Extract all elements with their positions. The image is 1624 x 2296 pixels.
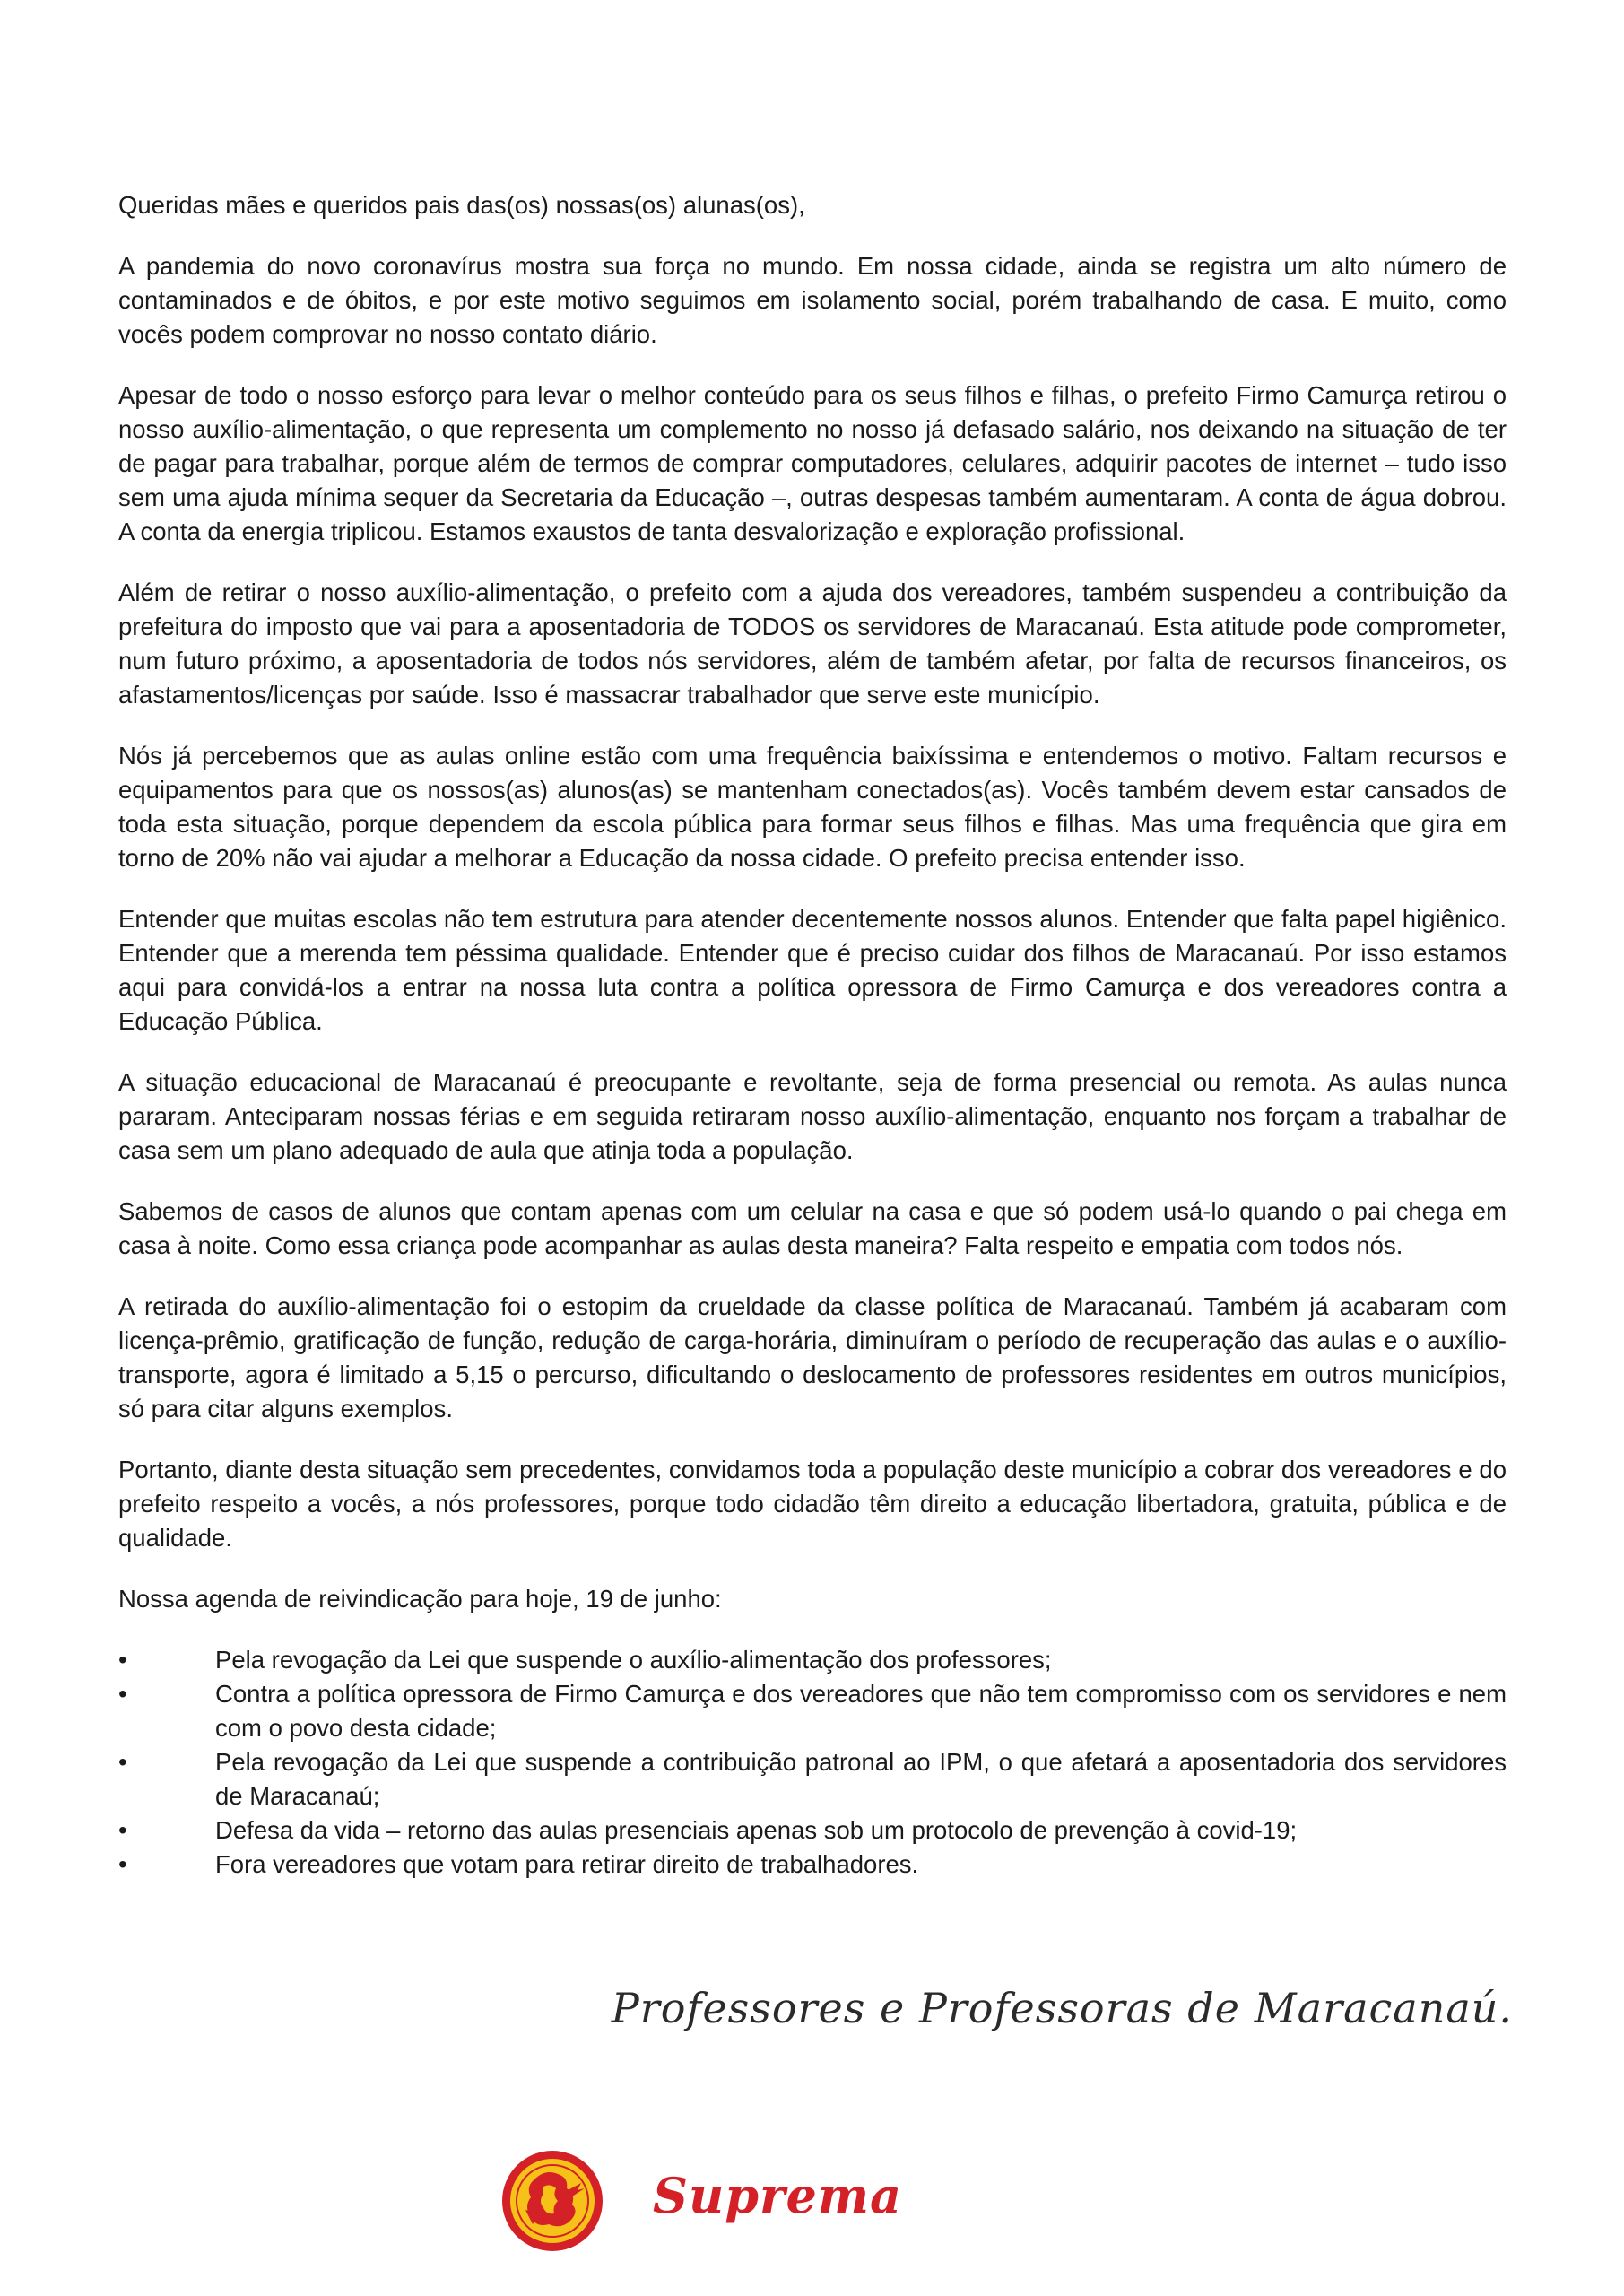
bullet-marker: • [118,1680,127,1708]
paragraph: Portanto, diante desta situação sem precedentes, convidamos toda a população deste município a cobrar dos vereadores e do prefeito respeito a vocês, a nós professores, porque todo cidadão têm direito a educação libertadora, gratuita, pública e de qualidade. [118,1456,1507,1552]
bullet-marker: • [118,1816,127,1844]
paragraph: A pandemia do novo coronavírus mostra sua força no mundo. Em nossa cidade, ainda se registra um alto número de contaminados e de óbitos, e por este motivo seguimos em isolamento social, porém trabalhando de casa. E muito, como vocês podem comprovar no nosso contato diário. [118,252,1507,348]
list-item-text: Pela revogação da Lei que suspende a contribuição patronal ao IPM, o que afetará a aposentadoria dos servidores de Maracanaú; [215,1748,1507,1810]
paragraph: Apesar de todo o nosso esforço para levar o melhor conteúdo para os seus filhos e filhas, o prefeito Firmo Camurça retirou o nosso auxílio-alimentação, o que representa um complemento no nosso já defasado salário, nos deixando na situação de ter de pagar para trabalhar, porque além de termos de comprar computadores, celulares, adquirir pacotes de internet – tudo isso sem uma ajuda mínima sequer da Secretaria da Educação –, outras despesas também aumentaram. A conta de água dobrou. A conta da energia triplicou. Estamos exaustos de tanta desvalorização e exploração profissional. [118,381,1507,545]
paragraph: Além de retirar o nosso auxílio-alimentação, o prefeito com a ajuda dos vereadores, também suspendeu a contribuição da prefeitura do imposto que vai para a aposentadoria de TODOS os servidores de Maracanaú. Esta atitude pode comprometer, num futuro próximo, a aposentadoria de todos nós servidores, além de também afetar, por falta de recursos financeiros, os afastamentos/licenças por saúde. Isso é massacrar trabalhador que serve este município. [118,578,1507,709]
paragraph: Entender que muitas escolas não tem estrutura para atender decentemente nossos alunos. Entender que falta papel higiênico. Entender que a merenda tem péssima qualidade. Entender que é preciso cuidar dos filhos de Maracanaú. Por isso estamos aqui para convidá-los a entrar na nossa luta contra a política opressora de Firmo Camurça e dos vereadores contra a Educação Pública. [118,905,1507,1035]
agenda-list [118,1643,1507,1882]
paragraph: Sabemos de casos de alunos que contam apenas com um celular na casa e que só podem usá-lo quando o pai chega em casa à noite. Como essa criança pode acompanhar as aulas desta maneira? Falta respeito e empatia com todos nós. [118,1197,1507,1259]
paragraph: A situação educacional de Maracanaú é preocupante e revoltante, seja de forma presencial ou remota. As aulas nunca pararam. Anteciparam nossas férias e em seguida retiraram nosso auxílio-alimentação, enquanto nos forçam a trabalhar de casa sem um plano adequado de aula que atinja toda a população. [118,1068,1507,1164]
list-item-text: Pela revogação da Lei que suspende o auxílio-alimentação dos professores; [215,1646,1052,1674]
bullet-marker: • [118,1850,127,1878]
list-item [118,1848,1507,1882]
agenda-intro: Nossa agenda de reivindicação para hoje, 19 de junho: [118,1585,722,1613]
signature: Professores e Professoras de Maracanaú. [611,1984,1513,2032]
salutation: Queridas mães e queridos pais das(os) nossas(os) alunas(os), [118,191,805,219]
bullet-marker: • [118,1748,127,1776]
suprema-logo-icon [499,2147,606,2255]
brand-footer [499,2147,902,2255]
letter-body [118,188,1507,1882]
list-item-text: Contra a política opressora de Firmo Camurça e dos vereadores que não tem compromisso com os servidores e nem com o povo desta cidade; [215,1680,1507,1742]
brand-name: Suprema [653,2167,902,2224]
bullet-marker: • [118,1646,127,1674]
list-item-text: Defesa da vida – retorno das aulas presenciais apenas sob um protocolo de prevenção à covid-19; [215,1816,1298,1844]
paragraph: A retirada do auxílio-alimentação foi o estopim da crueldade da classe política de Maracanaú. Também já acabaram com licença-prêmio, gratificação de função, redução de carga-horária, diminuíram o período de recuperação das aulas e o auxílio-transporte, agora é limitado a 5,15 o percurso, dificultando o deslocamento de professores residentes em outros municípios, só para citar alguns exemplos. [118,1292,1507,1422]
list-item [118,1813,1507,1848]
list-item [118,1677,1507,1745]
list-item [118,1745,1507,1813]
paragraph: Nós já percebemos que as aulas online estão com uma frequência baixíssima e entendemos o motivo. Faltam recursos e equipamentos para que os nossos(as) alunos(as) se mantenham conectados(as). Vocês também devem estar cansados de toda esta situação, porque dependem da escola pública para formar seus filhos e filhas. Mas uma frequência que gira em torno de 20% não vai ajudar a melhorar a Educação da nossa cidade. O prefeito precisa entender isso. [118,742,1507,872]
list-item [118,1643,1507,1677]
list-item-text: Fora vereadores que votam para retirar direito de trabalhadores. [215,1850,919,1878]
